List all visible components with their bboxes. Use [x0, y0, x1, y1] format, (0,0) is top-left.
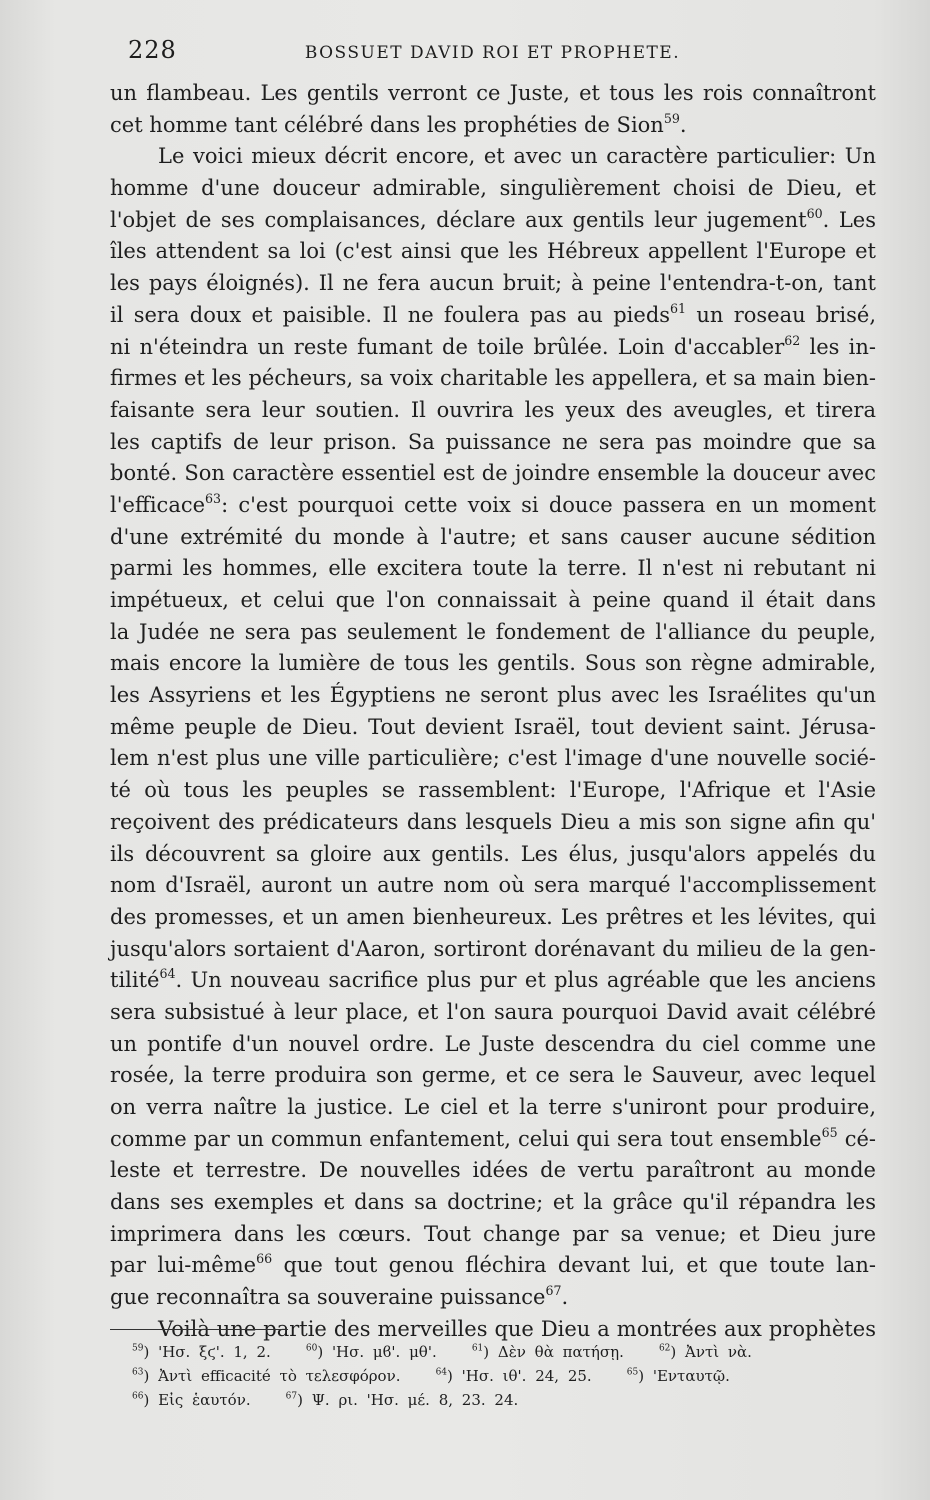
- text-line: même peuple de Dieu. Tout devient Israël, tout devient saint. Jérusa-: [110, 714, 876, 739]
- text-line: leste et terrestre. De nouvelles idées de vertu paraîtront au monde: [110, 1158, 876, 1183]
- footnote-text: Δὲν θὰ πατήσῃ.: [497, 1343, 624, 1361]
- footnote-61: $^{61}$) Δὲν θὰ πατήσῃ.: [471, 1343, 624, 1361]
- footnote-marker: 66: [132, 1391, 144, 1402]
- footnotes: [132, 1340, 872, 1412]
- footnote-marker: 59: [132, 1343, 144, 1354]
- footnote-66: $^{66}$) Εἰς ἑαυτόν.: [132, 1391, 251, 1409]
- note-ref: 63: [205, 491, 222, 507]
- footnote-marker: 64: [435, 1367, 448, 1378]
- text-line: [110, 110, 876, 142]
- text-run: il sera doux et paisible. Il ne foulera pas au pieds: [110, 302, 671, 327]
- text-run: .: [679, 112, 687, 137]
- footnote-text: Ἀντὶ efficacité τὸ τελεσφόρον.: [158, 1367, 401, 1385]
- text-line: jusqu'alors sortaient d'Aaron, sortiront dorénavant du milieu de la gen-: [110, 936, 876, 961]
- text-line: Voilà une partie des merveilles que Dieu a montrées aux prophètes: [158, 1316, 876, 1341]
- text-line: lem n'est plus une ville particulière; c'est l'image d'une nouvelle socié-: [110, 746, 876, 771]
- footnote-marker: 60: [305, 1343, 318, 1354]
- footnote-text: 'Ενταυτῷ.: [652, 1367, 730, 1385]
- footnote-rule: [110, 1329, 288, 1330]
- text-run: .: [561, 1285, 569, 1310]
- text-run: ni n'éteindra un reste fumant de toile brûlée. Loin d'accabler: [110, 334, 785, 359]
- text-line: un flambeau. Les gentils verront ce Juste, et tous les rois connaîtront: [110, 81, 876, 105]
- text-line: îles attendent sa loi (c'est ainsi que les Hébreux appellent l'Europe et: [110, 239, 876, 264]
- text-line: d'une extrémité du monde à l'autre; et sans causer aucune sédition: [110, 524, 876, 549]
- text-line: reçoivent des prédicateurs dans lesquels Dieu a mis son signe afin qu': [110, 809, 876, 834]
- text-line: Le voici mieux décrit encore, et avec un caractère particulier: Un: [158, 144, 876, 169]
- text-line: [110, 1282, 876, 1314]
- text-run: gue reconnaîtra sa souveraine puissance: [110, 1285, 546, 1310]
- footnote-marker: 63: [132, 1367, 144, 1378]
- text-run: comme par un commun enfantement, celui qui sera tout ensemble: [110, 1126, 822, 1151]
- text-run: l'efficace: [110, 492, 206, 517]
- footnote-text: 'Ησ. ιθ'. 24, 25.: [461, 1367, 592, 1385]
- page-number: 228: [128, 36, 177, 64]
- text-line: firmes et les pécheurs, sa voix charitable les appellera, et sa main bien-: [110, 366, 876, 391]
- footnote-text: 'Ησ. μϐ'. μθ'.: [331, 1343, 437, 1361]
- text-line: [110, 1250, 876, 1282]
- text-line: un pontife d'un nouvel ordre. Le Juste descendra du ciel comme une: [110, 1031, 876, 1056]
- text-run: cé-: [837, 1126, 877, 1151]
- text-line: [110, 1124, 876, 1156]
- text-run: tilité: [110, 968, 160, 993]
- text-line: des promesses, et un amen bienheureux. Les prêtres et les lévites, qui: [110, 904, 876, 929]
- text-run: un roseau brisé,: [686, 302, 877, 327]
- text-line: homme d'une douceur admirable, singulièrement choisi de Dieu, et: [110, 176, 876, 201]
- text-run: l'objet de ses complaisances, déclare aux gentils leur jugement: [110, 207, 807, 232]
- footnote-63: $^{63}$) Ἀντὶ efficacité τὸ τελεσφόρον.: [132, 1367, 401, 1385]
- footnote-65: $^{65}$) 'Ενταυτῷ.: [626, 1367, 730, 1385]
- text-run: : c'est pourquoi cette voix si douce passera en un moment: [221, 492, 876, 517]
- footnote-marker: 61: [471, 1343, 484, 1354]
- footnote-marker: 65: [626, 1367, 639, 1378]
- note-ref: 61: [670, 301, 687, 316]
- text-line: bonté. Son caractère essentiel est de joindre ensemble la douceur avec: [110, 461, 876, 486]
- text-run: . Les: [822, 207, 876, 232]
- text-line: mais encore la lumière de tous les gentils. Sous son règne admirable,: [110, 651, 876, 676]
- text-line: les captifs de leur prison. Sa puissance ne sera pas moindre que sa: [110, 429, 876, 454]
- text-line: [110, 490, 876, 522]
- text-line: impétueux, et celui que l'on connaissait à peine quand il était dans: [110, 588, 876, 612]
- footnote-marker: 62: [658, 1343, 671, 1354]
- note-ref: 65: [821, 1124, 838, 1140]
- text-line: rosée, la terre produira son germe, et ce sera le Sauveur, avec lequel: [110, 1063, 876, 1088]
- text-line: [110, 332, 876, 364]
- footnote-line: [132, 1340, 872, 1364]
- text-line: les Assyriens et les Égyptiens ne seront plus avec les Israélites qu'un: [110, 683, 876, 708]
- footnote-64: $^{64}$) 'Ησ. ιθ'. 24, 25.: [435, 1367, 592, 1385]
- text-line: té où tous les peuples se rassemblent: l'Europe, l'Afrique et l'Asie: [110, 778, 876, 803]
- footnote-text: Ψ. ρι. 'Ησ. μέ. 8, 23. 24.: [311, 1391, 519, 1409]
- text-line: ils découvrent sa gloire aux gentils. Les élus, jusqu'alors appelés du: [110, 841, 876, 866]
- page-header: [128, 36, 866, 64]
- footnote-59: $^{59}$) 'Ησ. ξϛ'. 1, 2.: [132, 1343, 271, 1361]
- text-run: cet homme tant célébré dans les prophéties de Sion: [110, 112, 664, 137]
- text-line: sera subsistué à leur place, et l'on saura pourquoi David avait célébré: [110, 999, 876, 1024]
- text-line: imprimera dans les cœurs. Tout change par sa venue; et Dieu jure: [110, 1221, 876, 1246]
- footnote-67: $^{67}$) Ψ. ρι. 'Ησ. μέ. 8, 23. 24.: [285, 1391, 519, 1409]
- body-text: [110, 78, 876, 1346]
- footnote-text: 'Ησ. ξϛ'. 1, 2.: [158, 1343, 271, 1361]
- note-ref: 59: [663, 110, 680, 126]
- note-ref: 64: [159, 966, 176, 982]
- text-line: parmi les hommes, elle excitera toute la terre. Il n'est ni rebutant ni: [110, 556, 876, 581]
- note-ref: 67: [545, 1283, 562, 1299]
- text-run: par lui-même: [110, 1253, 257, 1278]
- footnote-60: $^{60}$) 'Ησ. μϐ'. μθ'.: [305, 1343, 437, 1361]
- text-line: dans ses exemples et dans sa doctrine; et la grâce qu'il répandra les: [110, 1190, 876, 1215]
- text-run: les in-: [800, 334, 877, 359]
- footnote-line: [132, 1388, 872, 1412]
- note-ref: 66: [256, 1251, 273, 1267]
- footnote-marker: 67: [285, 1391, 298, 1402]
- text-line: [110, 965, 876, 997]
- note-ref: 60: [806, 205, 823, 221]
- note-ref: 62: [784, 332, 801, 348]
- text-line: [110, 205, 876, 237]
- text-run: . Un nouveau sacrifice plus pur et plus agréable que les anciens: [175, 968, 876, 993]
- text-line: les pays éloignés). Il ne fera aucun bruit; à peine l'entendra-t-on, tant: [110, 271, 876, 296]
- text-line: la Judée ne sera pas seulement le fondement de l'alliance du peuple,: [110, 619, 876, 644]
- footnote-text: Εἰς ἑαυτόν.: [158, 1391, 251, 1409]
- footnote-line: [132, 1364, 872, 1388]
- text-run: que tout genou fléchira devant lui, et que toute lan-: [272, 1253, 876, 1278]
- text-line: nom d'Israël, auront un autre nom où sera marqué l'accomplissement: [110, 873, 876, 898]
- running-title: BOSSUET DAVID ROI ET PROPHETE.: [304, 43, 681, 63]
- text-line: [110, 300, 876, 332]
- footnote-62: $^{62}$) Ἀντὶ νὰ.: [658, 1343, 752, 1361]
- text-line: faisante sera leur soutien. Il ouvrira les yeux des aveugles, et tirera: [110, 397, 876, 422]
- text-line: on verra naître la justice. Le ciel et la terre s'uniront pour produire,: [110, 1095, 876, 1119]
- footnote-text: Ἀντὶ νὰ.: [685, 1343, 752, 1361]
